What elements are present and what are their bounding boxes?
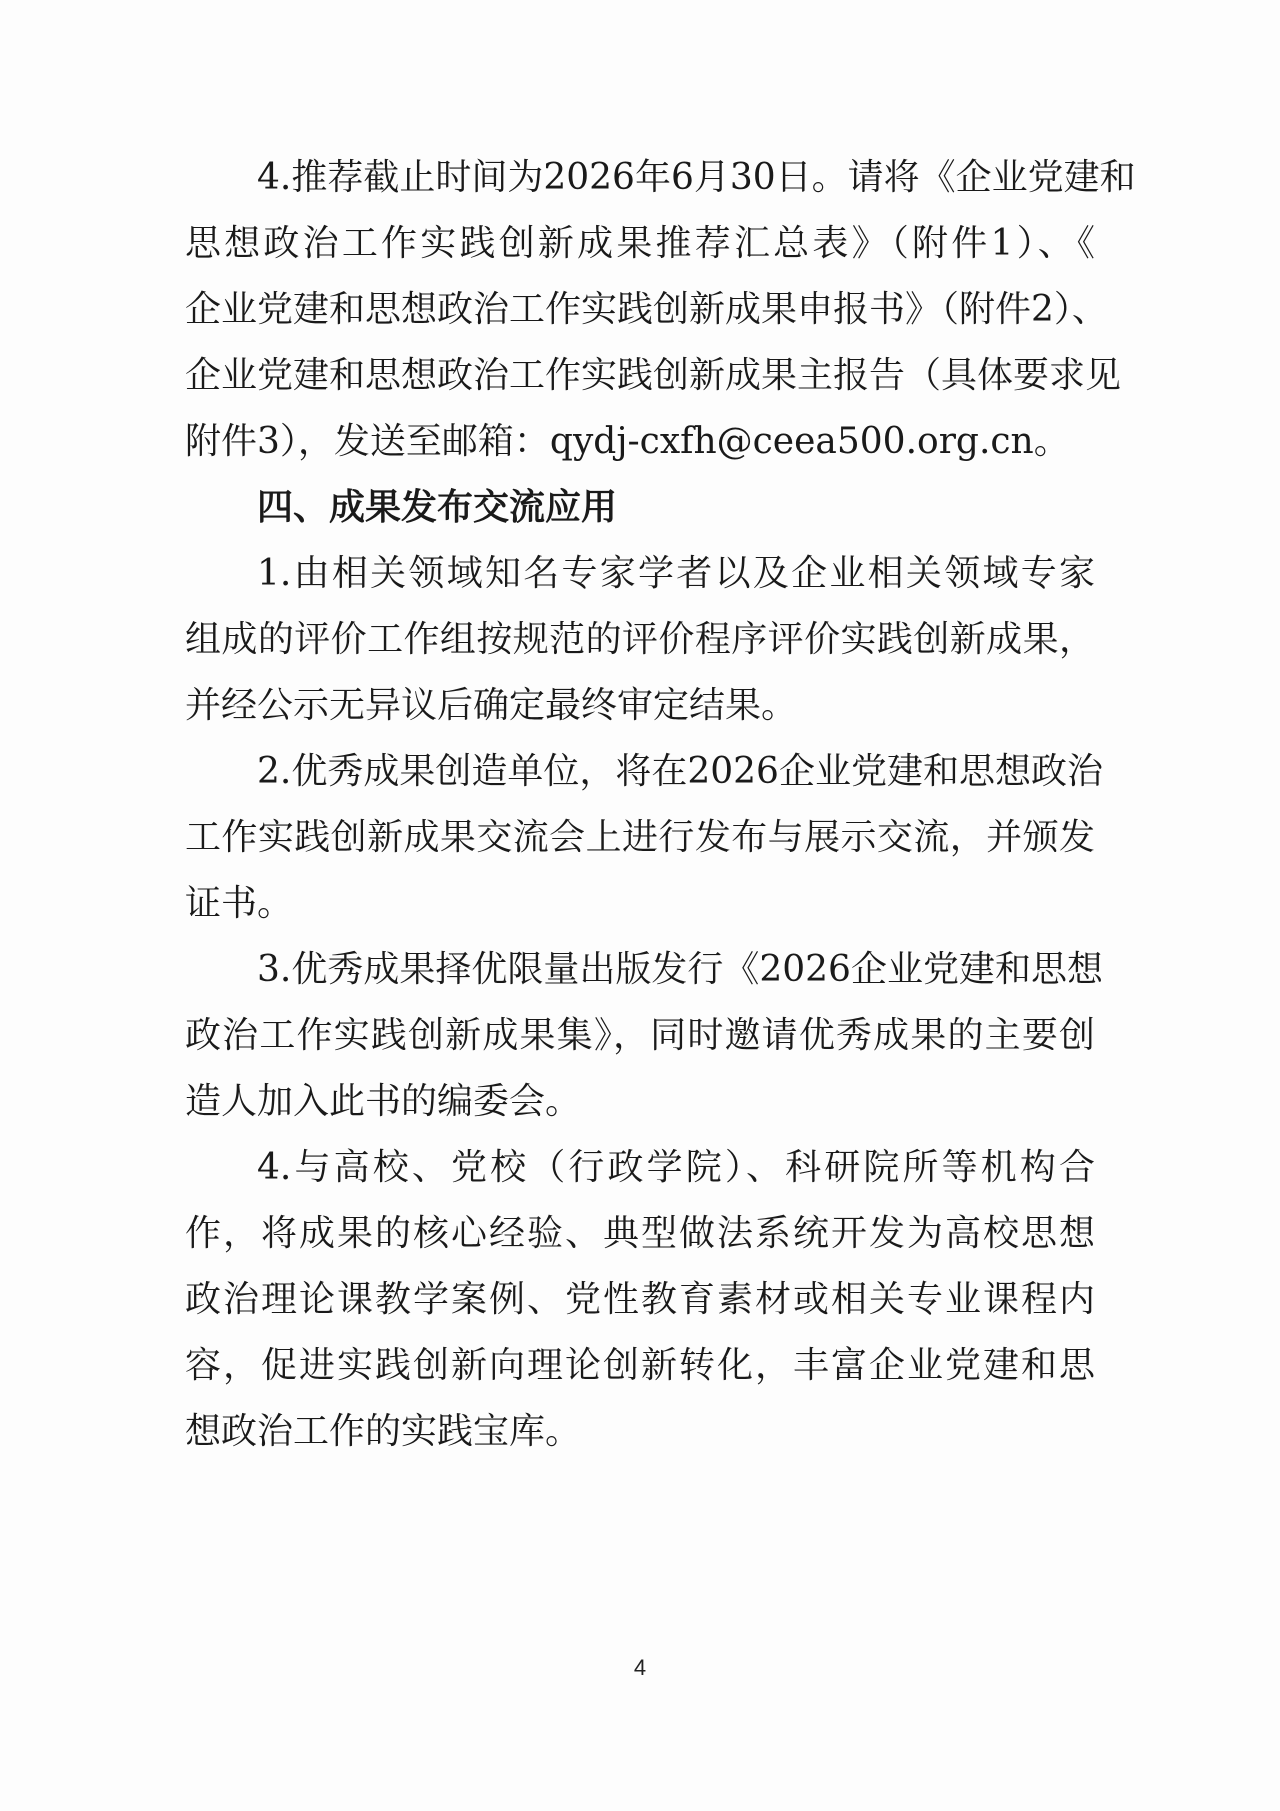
document-body xyxy=(185,145,1136,1465)
text-line: 4.与高校、党校（行政学院）、科研院所等机构合 xyxy=(257,1147,1095,1188)
page-number: 4 xyxy=(633,1655,647,1680)
text-line: 政治工作实践创新成果集》，同时邀请优秀成果的主要创 xyxy=(185,1015,1095,1056)
text-line: 作，将成果的核心经验、典型做法系统开发为高校思想 xyxy=(185,1213,1095,1254)
text-line: 2.优秀成果创造单位，将在2026企业党建和思想政治 xyxy=(257,751,1103,792)
text-line: 企业党建和思想政治工作实践创新成果申报书》（附件2）、 xyxy=(185,289,1108,330)
paragraph-deadline xyxy=(185,145,1136,475)
text-line: 4.推荐截止时间为2026年6月30日。请将《企业党建和 xyxy=(257,157,1136,198)
text-line: 造人加入此书的编委会。 xyxy=(185,1081,582,1122)
text-line: 想政治工作的实践宝库。 xyxy=(185,1411,582,1452)
text-line: 3.优秀成果择优限量出版发行《2026企业党建和思想 xyxy=(257,949,1103,990)
text-line: 证书。 xyxy=(185,883,294,924)
paragraph-3 xyxy=(185,937,1103,1135)
text-line: 容，促进实践创新向理论创新转化，丰富企业党建和思 xyxy=(185,1345,1095,1386)
paragraph-1 xyxy=(185,541,1095,739)
text-line: 附件3），发送至邮箱：qydj-cxfh@ceea500.org.cn。 xyxy=(185,421,1070,462)
text-line: 组成的评价工作组按规范的评价程序评价实践创新成果， xyxy=(185,619,1095,660)
text-line: 思想政治工作实践创新成果推荐汇总表》（附件1）、《 xyxy=(185,223,1095,264)
paragraph-4 xyxy=(185,1135,1095,1465)
text-line: 工作实践创新成果交流会上进行发布与展示交流，并颁发 xyxy=(185,817,1095,858)
text-line: 1.由相关领域知名专家学者以及企业相关领域专家 xyxy=(257,553,1095,594)
text-line: 并经公示无异议后确定最终审定结果。 xyxy=(185,685,798,726)
text-line: 企业党建和思想政治工作实践创新成果主报告（具体要求见 xyxy=(185,355,1122,396)
paragraph-2 xyxy=(185,739,1103,937)
text-line: 政治理论课教学案例、党性教育素材或相关专业课程内 xyxy=(185,1279,1095,1320)
section-heading: 四、成果发布交流应用 xyxy=(257,487,618,528)
